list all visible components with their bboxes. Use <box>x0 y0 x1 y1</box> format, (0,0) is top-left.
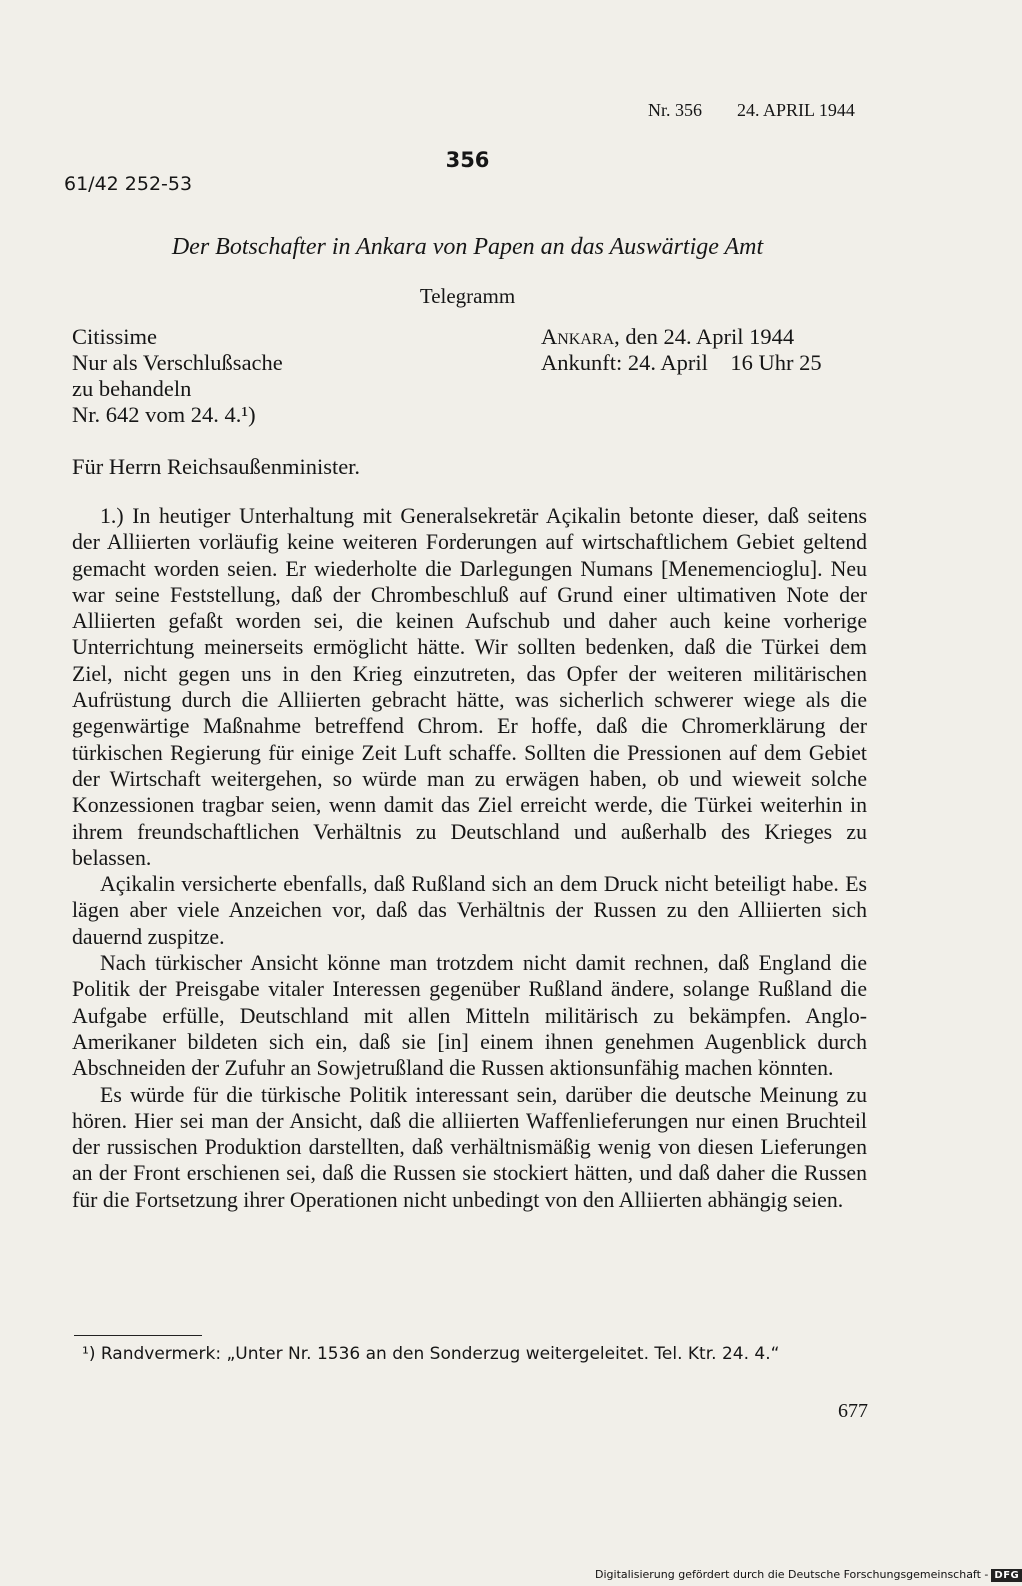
digitization-notice <box>595 1568 1022 1582</box>
document-subtitle: Telegramm <box>419 284 516 308</box>
telegram-meta-right <box>541 324 822 376</box>
body-text <box>72 503 867 1213</box>
meta-line: zu behandeln <box>72 376 192 401</box>
header-doc-ref: Nr. 356 <box>648 100 702 120</box>
dfg-logo: DFG <box>991 1569 1022 1582</box>
arrival-line: Ankunft: 24. April 16 Uhr 25 <box>541 350 822 375</box>
origin-date: , den 24. April 1944 <box>614 324 795 349</box>
document-number: 356 <box>445 148 490 172</box>
meta-line: Nur als Verschlußsache <box>72 350 283 375</box>
telegram-meta-left <box>72 324 283 428</box>
document-title: Der Botschafter in Ankara von Papen an das Auswärtige Amt <box>171 234 764 260</box>
digitization-text: Digitalisierung gefördert durch die Deutsche Forschungsgemeinschaft - <box>595 1568 989 1581</box>
meta-line: Citissime <box>72 324 158 349</box>
running-header <box>648 100 855 121</box>
header-date: 24. APRIL 1944 <box>737 100 855 120</box>
page-number: 677 <box>838 1400 868 1422</box>
origin-line <box>541 324 822 350</box>
paragraph: Es würde für die türkische Politik interessant sein, darüber die deutsche Meinung zu hören. Hier sei man der Ansicht, daß die alliierten Waffenlieferungen nur einen Bruchteil der russischen Produktion darstellten, daß verhältnismäßig wenig von diesen Lieferungen an der Front erschienen sei, daß die Russen sie stockiert hätten, und daß daher die Russen für die Fortsetzung ihrer Operationen nicht unbedingt von den Alliierten abhängig seien. <box>72 1082 867 1212</box>
file-reference: 61/42 252-53 <box>64 173 193 195</box>
footnote: ¹) Randvermerk: „Unter Nr. 1536 an den Sonderzug weitergeleitet. Tel. Ktr. 24. 4.“ <box>82 1344 780 1364</box>
footnote-divider <box>74 1335 202 1336</box>
origin-place: Ankara <box>541 324 615 349</box>
meta-line: Nr. 642 vom 24. 4.¹) <box>72 402 256 427</box>
addressee: Für Herrn Reichsaußenminister. <box>72 454 361 479</box>
paragraph: 1.) In heutiger Unterhaltung mit Generalsekretär Açikalin betonte dieser, daß seitens der Alliierten vorläufig keine weiteren Forderungen auf wirtschaftlichem Gebiet geltend gemacht worden seien. Er wiederholte die Darlegungen Numans [Menemencioglu]. Neu war seine Feststellung, daß der Chrombeschluß auf Grund einer ultimativen Note der Alliierten gefaßt worden sei, die keinen Aufschub und daher auch keine vorherige Unterrichtung meinerseits ermöglicht hätte. Wir sollten bedenken, daß die Türkei dem Ziel, nicht gegen uns in den Krieg einzutreten, das Opfer der weiteren militärischen Aufrüstung durch die Alliierten gebracht hätte, was sicherlich schwerer wiege als die gegenwärtige Maßnahme betreffend Chrom. Er hoffe, daß die Chromerklärung der türkischen Regierung für einige Zeit Luft schaffe. Sollten die Pressionen auf dem Gebiet der Wirtschaft weitergehen, so würde man zu erwägen haben, ob und wieweit solche Konzessionen tragbar seien, wenn damit das Ziel erreicht werde, die Türkei weiterhin in ihrem freundschaftlichen Verhältnis zu Deutschland und außerhalb des Krieges zu belassen. <box>72 504 867 870</box>
paragraph: Açikalin versicherte ebenfalls, daß Rußland sich an dem Druck nicht beteiligt habe. Es lägen aber viele Anzeichen vor, daß das Verhältnis der Russen zu den Alliierten sich dauernd zuspitze. <box>72 872 867 949</box>
paragraph: Nach türkischer Ansicht könne man trotzdem nicht damit rechnen, daß England die Politik der Preisgabe vitaler Interessen gegenüber Rußland ändere, solange Rußland die Aufgabe erfülle, Deutschland mit allen Mitteln militärisch zu bekämpfen. Anglo-Amerikaner bildeten sich ein, daß sie [in] einem ihnen genehmen Augenblick durch Abschneiden der Zufuhr an Sowjetrußland die Russen aktionsunfähig machen könnten. <box>72 951 867 1081</box>
